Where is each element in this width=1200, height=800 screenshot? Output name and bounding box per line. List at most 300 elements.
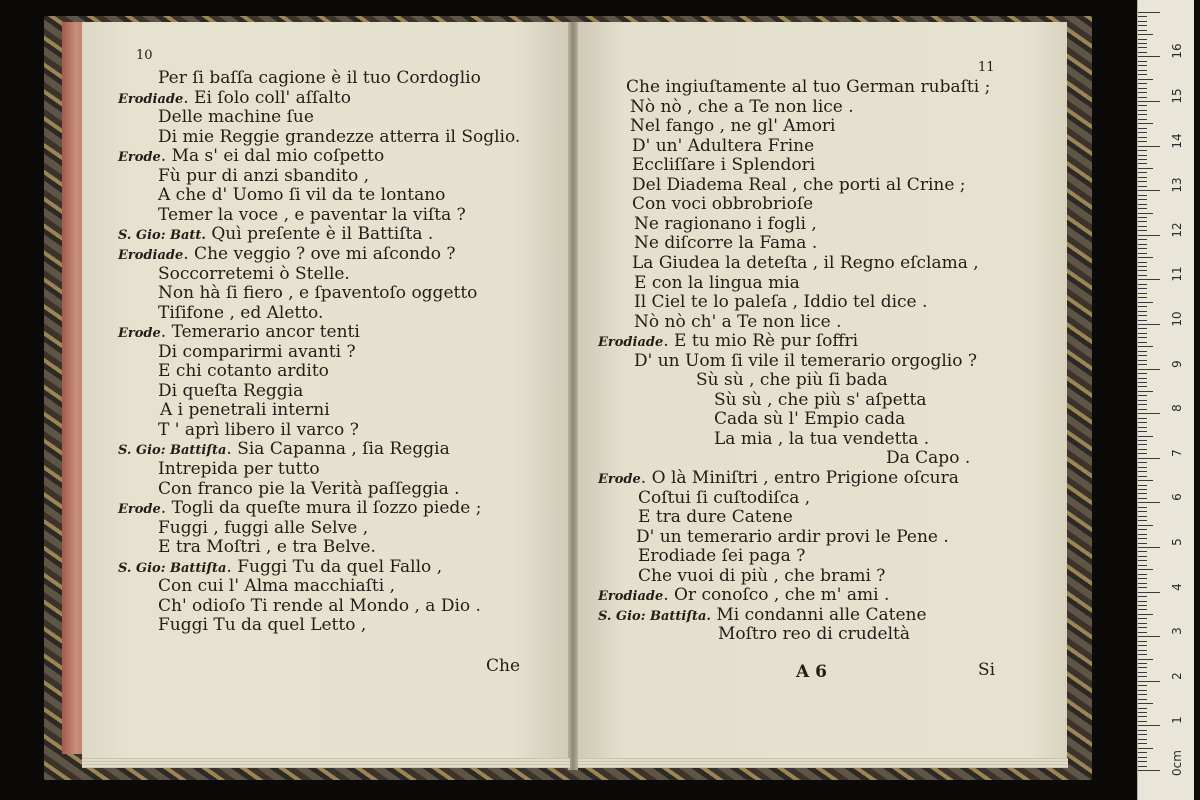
ruler-tick (1138, 400, 1147, 401)
ruler-number: 10 (1170, 311, 1184, 327)
ruler-number: 4 (1170, 582, 1184, 591)
ruler-tick (1138, 667, 1147, 668)
text-line (158, 381, 303, 401)
ruler-tick (1138, 275, 1147, 276)
ruler-tick (1138, 453, 1147, 454)
text-line (158, 420, 359, 440)
line-text: . Sia Capanna , ſia Reggia (226, 439, 450, 460)
line-text: Ne ragionano i fogli , (634, 213, 817, 234)
ruler-tick (1138, 137, 1147, 138)
line-text: Cada sù l' Empio cada (714, 409, 906, 430)
ruler-tick (1138, 337, 1147, 338)
ruler-tick (1138, 721, 1147, 722)
ruler-tick (1138, 163, 1147, 164)
text-line (886, 448, 970, 468)
line-text: Sù sù , che più ſi bada (696, 370, 888, 391)
ruler-tick (1138, 543, 1147, 544)
ruler-tick (1138, 551, 1147, 552)
line-text: Soccorretemi ò Stelle. (158, 263, 350, 284)
ruler-tick (1138, 498, 1147, 499)
ruler-tick (1138, 186, 1147, 187)
line-text: A che d' Uomo ſi vil da te lontano (158, 185, 446, 206)
text-line (638, 488, 810, 508)
ruler-tick (1138, 467, 1147, 468)
line-text: Con voci obbrobrioſe (632, 194, 814, 215)
ruler-tick (1138, 30, 1147, 31)
text-line (696, 370, 888, 390)
line-text: Tiſifone , ed Aletto. (158, 302, 324, 323)
ruler-tick (1138, 596, 1147, 597)
ruler-tick (1138, 204, 1147, 205)
line-text: . Ei ſolo coll' aſſalto (183, 87, 351, 108)
line-text: . Or conoſco , che m' ami . (663, 585, 890, 606)
ruler-tick (1138, 444, 1147, 445)
ruler-tick (1138, 88, 1147, 89)
ruler-tick (1138, 110, 1147, 111)
line-text: Delle machine ſue (158, 107, 314, 128)
speaker-name: Erode (118, 326, 161, 342)
ruler-tick (1138, 681, 1160, 682)
speaker-name: S. Gio: Battiſta (118, 560, 227, 576)
text-line (158, 537, 376, 557)
line-text: Che vuoi di più , che brami ? (638, 565, 886, 586)
line-text: Nò nò , che a Te non lice . (630, 96, 854, 117)
text-line (638, 546, 805, 566)
ruler-tick (1138, 270, 1147, 271)
left-catchword: Che (486, 656, 521, 676)
ruler-tick (1138, 101, 1160, 102)
ruler-tick (1138, 195, 1147, 196)
text-line (158, 361, 329, 381)
ruler-tick (1138, 618, 1147, 619)
speaker-name: S. Gio: Battiſta. (598, 608, 711, 624)
ruler-tick (1138, 601, 1147, 602)
ruler-number: 12 (1170, 222, 1184, 238)
ruler-tick (1138, 627, 1147, 628)
ruler-tick (1138, 39, 1147, 40)
ruler-tick (1138, 712, 1147, 713)
ruler-tick (1138, 378, 1147, 379)
ruler-tick (1138, 373, 1147, 374)
measuring-ruler (1137, 0, 1194, 800)
line-text: Mi condanni alle Catene (710, 604, 927, 625)
ruler-tick (1138, 565, 1147, 566)
ruler-tick (1138, 716, 1147, 717)
ruler-tick (1138, 507, 1147, 508)
text-line (632, 194, 813, 214)
line-text: Temer la voce , e paventar la viſta ? (158, 204, 466, 225)
line-text: La Giudea la deteſta , il Regno eſclama , (632, 252, 979, 273)
line-text: E tra dure Catene (638, 507, 793, 528)
ruler-tick (1138, 752, 1147, 753)
text-line (158, 127, 520, 147)
ruler-tick (1138, 511, 1147, 512)
ruler-tick (1138, 516, 1147, 517)
ruler-number: 7 (1170, 448, 1184, 457)
ruler-tick (1138, 734, 1147, 735)
ruler-tick (1138, 431, 1147, 432)
ruler-tick (1138, 493, 1147, 494)
ruler-tick (1138, 672, 1147, 673)
ruler-tick (1138, 105, 1147, 106)
ruler-tick (1138, 288, 1147, 289)
ruler-tick (1138, 480, 1153, 481)
text-line (632, 136, 814, 156)
ruler-tick (1138, 146, 1160, 147)
text-line (158, 205, 466, 225)
ruler-number: 11 (1170, 266, 1184, 283)
ruler-tick (1138, 574, 1147, 575)
ruler-tick (1138, 119, 1147, 120)
ruler-tick (1138, 97, 1147, 98)
line-text: Fuggi , fuggi alle Selve , (158, 517, 369, 538)
text-line (158, 576, 395, 596)
ruler-number: 9 (1170, 359, 1184, 368)
ruler-tick (1138, 21, 1147, 22)
ruler-tick (1138, 560, 1147, 561)
text-line (158, 68, 481, 88)
line-text: Non hà ſi fiero , e ſpaventoſo oggetto (158, 283, 478, 304)
speaker-name: S. Gio: Battiſta (118, 443, 227, 459)
line-text: . E tu mio Rè pur ſoffri (663, 331, 859, 352)
line-text: E chi cotanto ardito (158, 361, 329, 382)
line-text: Nel fango , ne gl' Amori (630, 116, 836, 137)
ruler-tick (1138, 440, 1147, 441)
text-line (158, 107, 314, 127)
ruler-tick (1138, 114, 1147, 115)
line-text: Ch' odioſo Ti rende al Mondo , a Dio . (158, 595, 481, 616)
ruler-tick (1138, 502, 1160, 503)
ruler-tick (1138, 297, 1147, 298)
ruler-tick (1138, 221, 1147, 222)
ruler-tick (1138, 43, 1147, 44)
ruler-tick (1138, 128, 1147, 129)
ruler-tick (1138, 578, 1147, 579)
speaker-name: Erode (598, 472, 641, 487)
ruler-tick (1138, 284, 1147, 285)
ruler-tick (1138, 306, 1147, 307)
ruler-tick (1138, 302, 1153, 303)
text-line (158, 264, 350, 284)
line-text: Di comparirmi avanti ? (158, 341, 356, 362)
ruler-tick (1138, 74, 1147, 75)
speaker-name: Erodiade (118, 91, 184, 107)
ruler-tick (1138, 471, 1147, 472)
ruler-tick (1138, 168, 1153, 169)
line-text: Erodiade ſei paga ? (638, 546, 806, 567)
ruler-tick (1138, 320, 1147, 321)
text-line (634, 273, 800, 293)
ruler-tick (1138, 34, 1153, 35)
line-text: Per ſi baſſa cagione è il tuo Cordoglio (158, 68, 481, 88)
line-text: T ' aprì libero il varco ? (158, 419, 359, 440)
ruler-tick (1138, 404, 1147, 405)
line-text: Intrepida per tutto (158, 459, 320, 479)
speaker-name: Erodiade (598, 335, 664, 351)
right-page-edge (578, 758, 1068, 768)
ruler-tick (1138, 690, 1147, 691)
ruler-tick (1138, 485, 1147, 486)
ruler-tick (1138, 199, 1147, 200)
ruler-tick (1138, 708, 1147, 709)
text-line (714, 390, 926, 410)
ruler-tick (1138, 253, 1147, 254)
ruler-tick (1138, 413, 1160, 414)
ruler-tick (1138, 56, 1160, 57)
text-line (636, 527, 949, 547)
ruler-tick (1138, 235, 1160, 236)
text-line (634, 233, 817, 253)
ruler-tick (1138, 159, 1147, 160)
ruler-tick (1138, 725, 1160, 726)
ruler-tick (1138, 422, 1147, 423)
text-line (632, 175, 966, 195)
line-text: D' un temerario ardir provi le Pene . (636, 526, 949, 547)
ruler-number: 2 (1170, 671, 1184, 680)
text-line (638, 507, 793, 527)
ruler-tick (1138, 458, 1160, 459)
text-line (634, 292, 927, 312)
line-text: . Che veggio ? ove mi aſcondo ? (183, 243, 456, 264)
text-line (158, 518, 368, 538)
ruler-tick (1138, 436, 1153, 437)
ruler-tick (1138, 694, 1147, 695)
ruler-tick (1138, 757, 1147, 758)
ruler-tick (1138, 177, 1147, 178)
line-text: . O là Miniſtri , entro Prigione oſcura (640, 468, 959, 488)
ruler-tick (1138, 190, 1160, 191)
line-text: Ne diſcorre la Fama . (634, 233, 818, 254)
line-text: . Togli da queſte mura il ſozzo piede ; (160, 498, 482, 519)
text-line (714, 429, 929, 449)
ruler-tick (1138, 743, 1147, 744)
ruler-tick (1138, 324, 1160, 325)
ruler-tick (1138, 449, 1147, 450)
line-text: Di queſta Reggia (158, 380, 304, 401)
ruler-tick (1138, 386, 1147, 387)
ruler-tick (1138, 65, 1147, 66)
ruler-tick (1138, 748, 1153, 749)
ruler-tick (1138, 123, 1153, 124)
ruler-tick (1138, 141, 1147, 142)
ruler-tick (1138, 83, 1147, 84)
ruler-tick (1138, 534, 1147, 535)
ruler-tick (1138, 79, 1153, 80)
ruler-number: 16 (1170, 43, 1184, 60)
ruler-tick (1138, 172, 1147, 173)
text-line (718, 624, 910, 644)
ruler-tick (1138, 636, 1160, 637)
ruler-tick (1138, 770, 1160, 771)
ruler-tick (1138, 538, 1147, 539)
ruler-tick (1138, 257, 1153, 258)
ruler-tick (1138, 293, 1147, 294)
ruler-tick (1138, 587, 1147, 588)
ruler-tick (1138, 699, 1147, 700)
text-line (632, 253, 979, 273)
line-text: D' un Uom ſi vile il temerario orgoglio ? (634, 350, 977, 371)
text-line (630, 116, 836, 136)
ruler-tick (1138, 239, 1147, 240)
ruler-tick (1138, 592, 1160, 593)
ruler-tick (1138, 703, 1153, 704)
line-text: E con la lingua mia (634, 272, 800, 293)
text-line (632, 155, 815, 175)
line-text: Che ingiuſtamente al tuo German rubaſti ; (626, 77, 991, 97)
speaker-name: Erode (118, 502, 161, 518)
ruler-tick (1138, 476, 1147, 477)
ruler-tick (1138, 462, 1147, 463)
ruler-tick (1138, 614, 1153, 615)
ruler-number: 13 (1170, 177, 1184, 193)
line-text: La mia , la tua vendetta . (714, 428, 930, 449)
text-line (626, 77, 990, 97)
line-text: A i penetrali interni (160, 400, 330, 421)
ruler-tick (1138, 427, 1147, 428)
ruler-tick (1138, 351, 1147, 352)
ruler-number: 5 (1170, 538, 1184, 546)
ruler-tick (1138, 409, 1147, 410)
ruler-tick (1138, 418, 1147, 419)
ruler-tick (1138, 605, 1147, 606)
ruler-tick (1138, 181, 1147, 182)
ruler-tick (1138, 328, 1147, 329)
line-text: Con franco pie la Verità paſſeggia . (158, 478, 460, 499)
ruler-tick (1138, 230, 1147, 231)
ruler-number: 0cm (1170, 750, 1184, 776)
ruler-tick (1138, 650, 1147, 651)
speaker-name: Erodiade (118, 247, 184, 263)
ruler-tick (1138, 333, 1147, 334)
ruler-tick (1138, 311, 1147, 312)
line-text: Del Diadema Real , che porti al Crine ; (632, 174, 966, 195)
ruler-tick (1138, 92, 1147, 93)
ruler-tick (1138, 16, 1147, 17)
ruler-tick (1138, 315, 1147, 316)
ruler-number: 8 (1170, 404, 1184, 413)
text-line (158, 166, 369, 186)
line-text: E tra Moſtri , e tra Belve. (158, 537, 376, 558)
line-text: Sù sù , che più s' aſpetta (714, 389, 927, 410)
ruler-tick (1138, 641, 1147, 642)
ruler-number: 14 (1170, 132, 1184, 149)
ruler-tick (1138, 609, 1147, 610)
text-line (634, 351, 977, 371)
ruler-tick (1138, 663, 1147, 664)
ruler-tick (1138, 654, 1147, 655)
ruler-tick (1138, 489, 1147, 490)
text-line (630, 97, 854, 117)
line-text: Da Capo . (886, 448, 971, 469)
ruler-number: 3 (1170, 627, 1184, 636)
ruler-tick (1138, 529, 1147, 530)
line-text: Coſtui ſi cuſtodiſca , (638, 487, 811, 508)
line-text: Quì preſente è il Battiſta . (205, 224, 434, 245)
text-line (160, 400, 330, 420)
ruler-tick (1138, 213, 1153, 214)
ruler-tick (1138, 525, 1153, 526)
ruler-tick (1138, 395, 1147, 396)
ruler-tick (1138, 360, 1147, 361)
ruler-tick (1138, 391, 1153, 392)
ruler-tick (1138, 262, 1147, 263)
ruler-tick (1138, 244, 1147, 245)
book-gutter (568, 22, 578, 770)
ruler-tick (1138, 25, 1147, 26)
left-page-edge (82, 758, 570, 768)
ruler-tick (1138, 150, 1147, 151)
line-text: Con cui l' Alma macchiaſti , (158, 576, 395, 597)
ruler-tick (1138, 645, 1147, 646)
ruler-tick (1138, 266, 1147, 267)
line-text: Moſtro reo di crudeltà (718, 624, 911, 645)
speaker-name: Erodiade (598, 589, 664, 605)
ruler-tick (1138, 632, 1147, 633)
text-line (714, 409, 905, 429)
line-text: Fuggi Tu da quel Letto , (158, 615, 367, 636)
text-line (158, 479, 460, 499)
ruler-tick (1138, 132, 1147, 133)
ruler-tick (1138, 730, 1147, 731)
line-text: Il Ciel te lo paleſa , Iddio tel dice . (634, 292, 928, 313)
ruler-tick (1138, 520, 1147, 521)
ruler-tick (1138, 342, 1147, 343)
ruler-tick (1138, 676, 1147, 677)
ruler-tick (1138, 70, 1147, 71)
line-text: Di mie Reggie grandezze atterra il Soglio. (158, 126, 521, 147)
ruler-tick (1138, 583, 1147, 584)
line-text: . Ma s' ei dal mio coſpetto (160, 146, 385, 167)
ruler-tick (1138, 217, 1147, 218)
right-catchword: Si (978, 660, 996, 680)
ruler-number: 1 (1170, 716, 1184, 725)
ruler-tick (1138, 248, 1147, 249)
ruler-tick (1138, 346, 1153, 347)
ruler-tick (1138, 369, 1160, 370)
ruler-tick (1138, 766, 1147, 767)
ruler-tick (1138, 47, 1147, 48)
ruler-tick (1138, 761, 1147, 762)
text-line (634, 312, 841, 332)
ruler-tick (1138, 208, 1147, 209)
left-page-number: 10 (136, 48, 153, 63)
line-text: . Fuggi Tu da quel Fallo , (226, 556, 443, 577)
ruler-tick (1138, 739, 1147, 740)
line-text: . Temerario ancor tenti (160, 322, 360, 343)
text-line (158, 303, 323, 323)
ruler-tick (1138, 623, 1147, 624)
ruler-tick (1138, 355, 1147, 356)
text-line (158, 459, 320, 479)
text-line (158, 185, 445, 205)
ruler-tick (1138, 569, 1153, 570)
line-text: Fù pur di anzi sbandito , (158, 165, 369, 186)
text-line (158, 615, 366, 635)
ruler-tick (1138, 155, 1147, 156)
text-line (158, 596, 481, 616)
speaker-name: S. Gio: Batt. (118, 228, 206, 244)
text-line (638, 566, 885, 586)
ruler-tick (1138, 382, 1147, 383)
right-page-number: 11 (978, 60, 995, 75)
ruler-tick (1138, 685, 1147, 686)
line-text: Eccliſſare i Splendori (632, 155, 816, 176)
line-text: Nò nò ch' a Te non lice . (634, 311, 842, 332)
ruler-tick (1138, 12, 1160, 13)
ruler-tick (1138, 52, 1147, 53)
ruler-tick (1138, 226, 1147, 227)
line-text: D' un' Adultera Frine (632, 135, 815, 156)
